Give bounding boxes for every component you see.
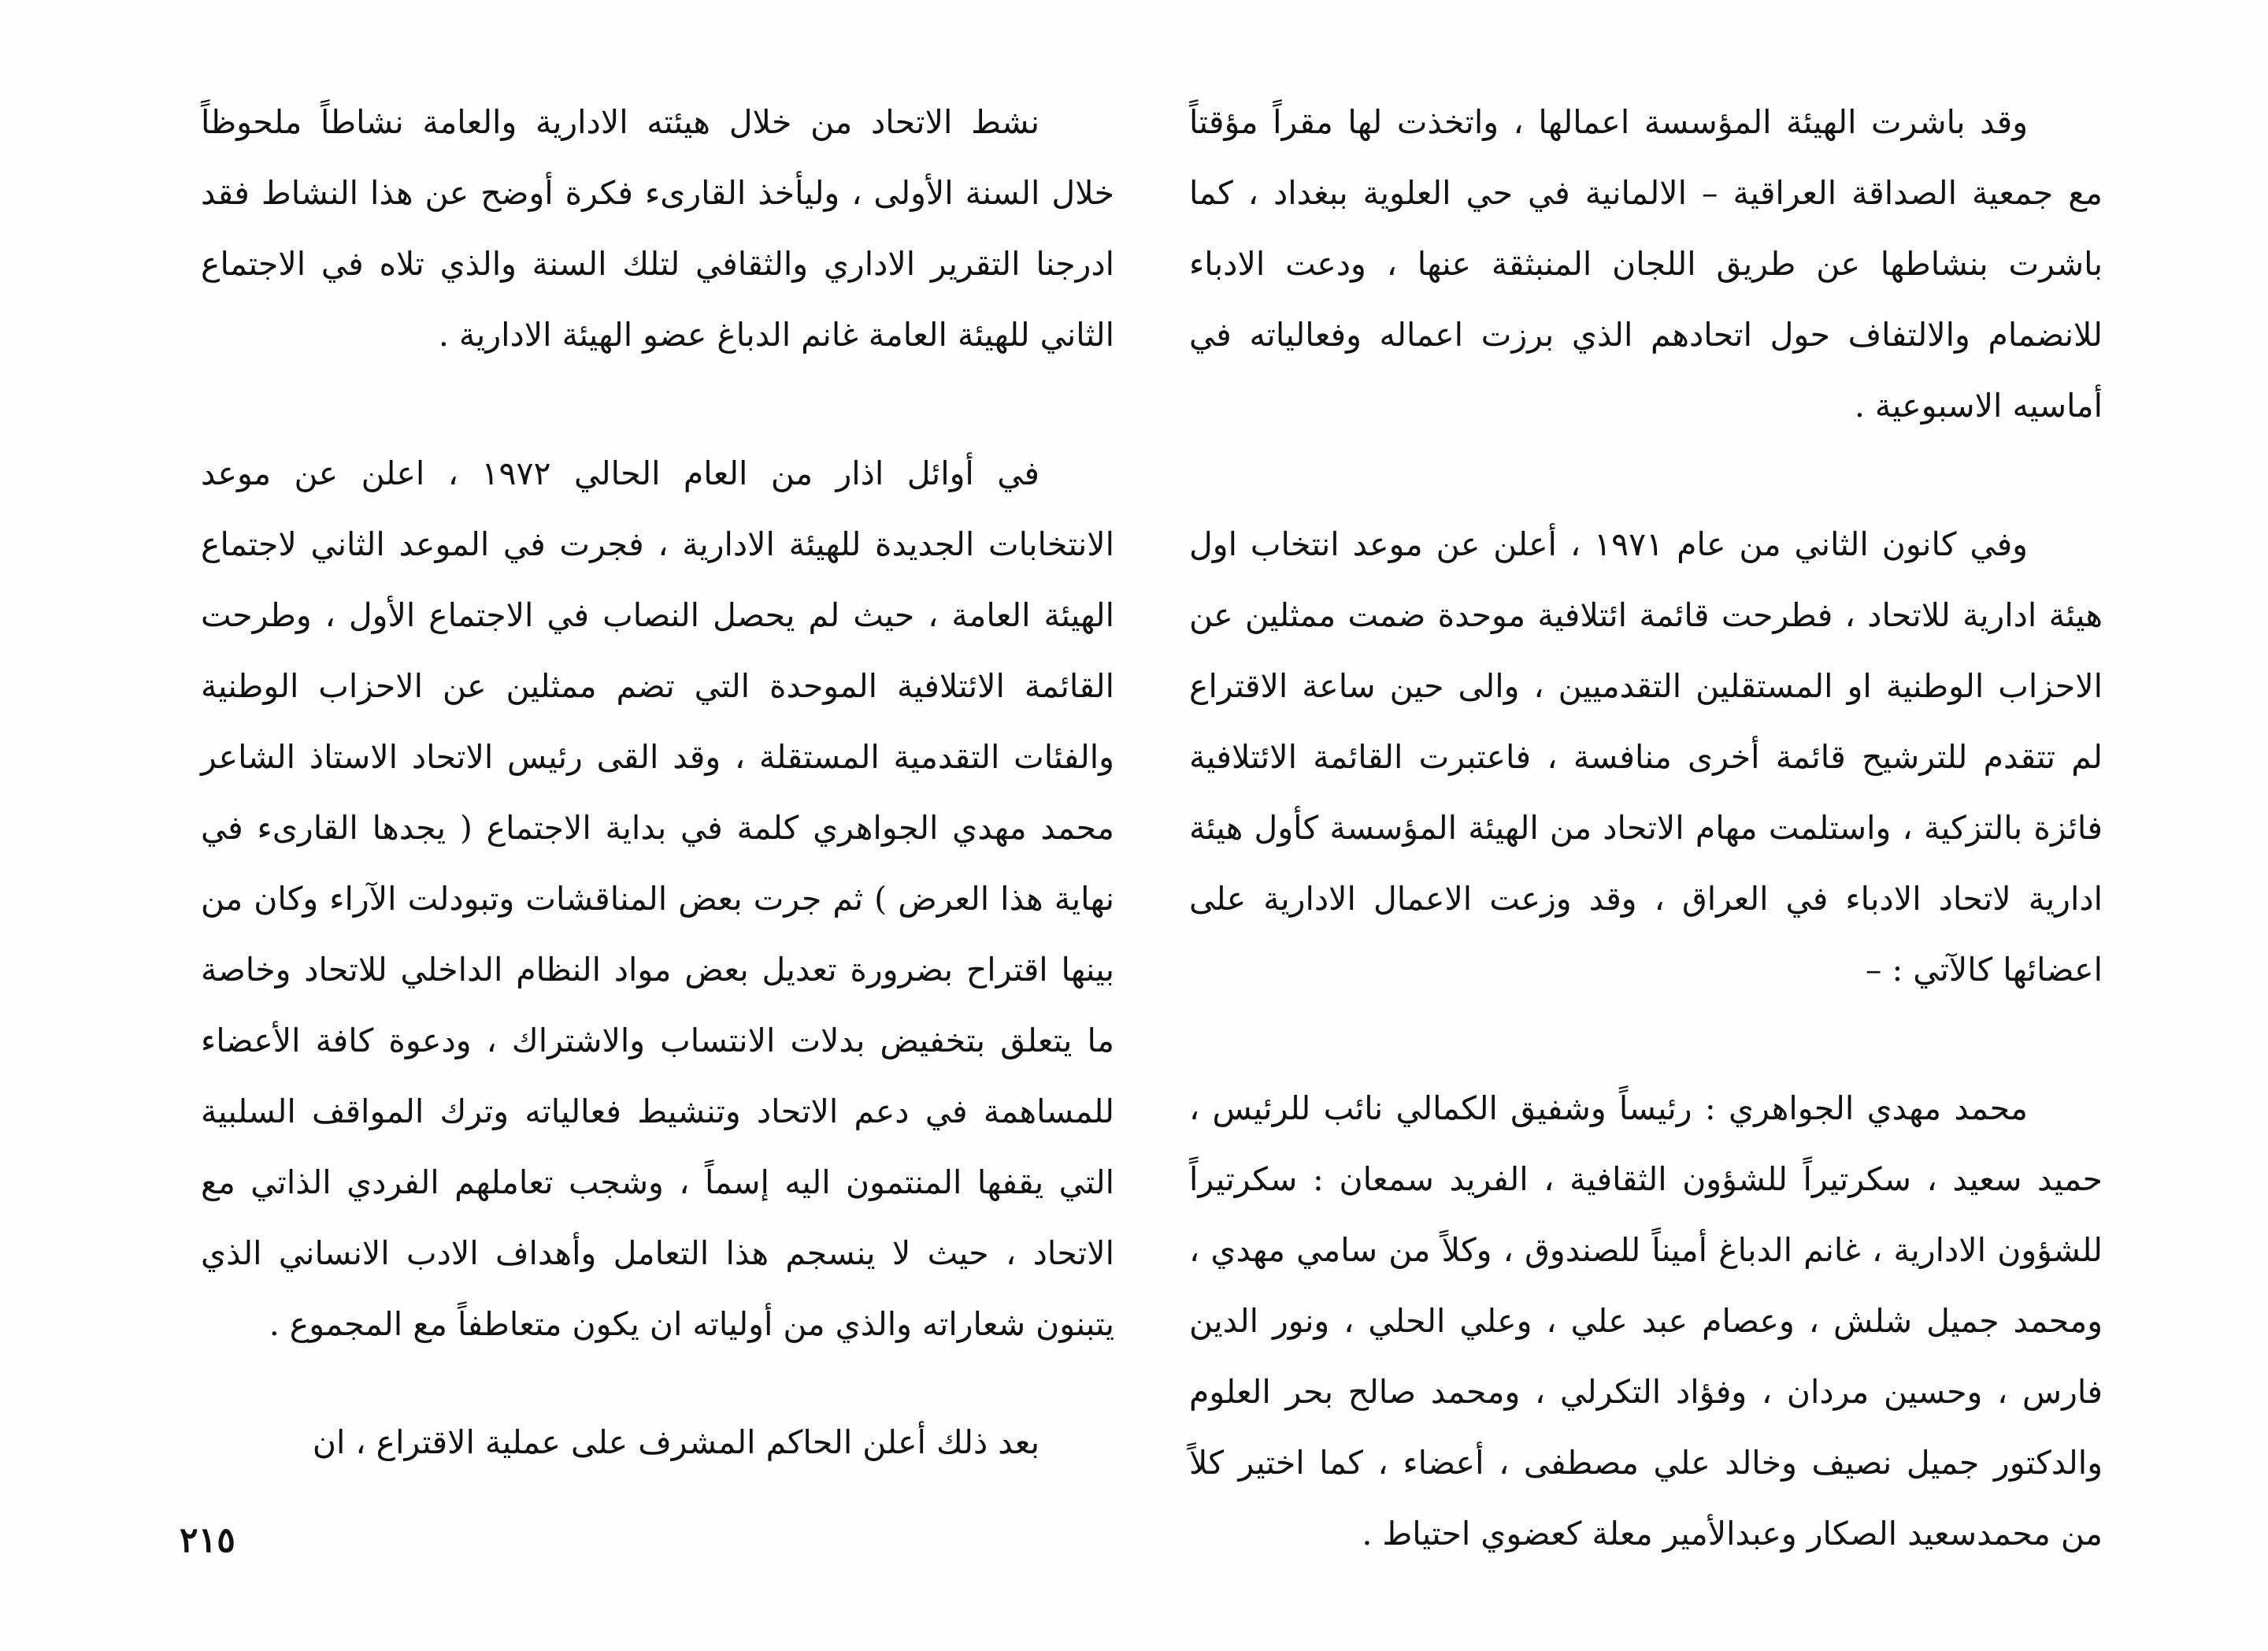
page-number: ٢١٥ [180, 1520, 235, 1560]
paragraph-1972-elections: في أوائل اذار من العام الحالي ١٩٧٢ ، اعلن عن موعد الانتخابات الجديدة للهيئة الادارية ، فجرت في الموعد الثاني لاجتماع الهيئة العامة ، حيث لم يحصل النصاب في الاجتماع الأول ، وطرحت القائمة الائتلافية الموحدة التي تضم ممثلين عن الاحزاب الوطنية والفئات التقدمية المستقلة ، وقد القى رئيس الاتحاد الاستاذ الشاعر محمد مهدي الجواهري كلمة في بداية الاجتماع ( يجدها القارىء في نهاية هذا العرض ) ثم جرت بعض المناقشات وتبودلت الآراء وكان من بينها اقتراح بضرورة تعديل بعض مواد النظام الداخلي للاتحاد وخاصة ما يتعلق بتخفيض بدلات الانتساب والاشتراك ، ودعوة كافة الأعضاء للمساهمة في دعم الاتحاد وتنشيط فعالياته وترك المواقف السلبية التي يقفها المنتمون اليه إسماً ، وشجب تعاملهم الفردي الذاتي مع الاتحاد ، حيث لا ينسجم هذا التعامل وأهداف الادب الانساني الذي يتبنون شعاراته والذي من أولياته ان يكون متعاطفاً مع المجموع . [201, 454, 1114, 1343]
right-column [1189, 87, 2103, 1569]
paragraph-ballot-announcement: بعد ذلك أعلن الحاكم المشرف على عملية الاقتراع ، ان [312, 1423, 1040, 1461]
paragraph-union-activity: نشط الاتحاد من خلال هيئته الادارية والعامة نشاطاً ملحوظاً خلال السنة الأولى ، وليأخذ القارىء فكرة أوضح عن هذا النشاط فقد ادرجنا التقرير الاداري والثقافي لتلك السنة والذي تلاه في الاجتماع الثاني للهيئة العامة غانم الدباغ عضو الهيئة الادارية . [201, 103, 1114, 354]
paragraph-founding-committee: وقد باشرت الهيئة المؤسسة اعمالها ، واتخذت لها مقراً مؤقتاً مع جمعية الصداقة العراقية – الالمانية في حي العلوية ببغداد ، كما باشرت بنشاطها عن طريق اللجان المنبثقة عنها ، ودعت الادباء للانضمام والالتفاف حول اتحادهم الذي برزت اعماله وفعالياته في أماسيه الاسبوعية . [1189, 103, 2103, 425]
paragraph-board-members: محمد مهدي الجواهري : رئيساً وشفيق الكمالي نائب للرئيس ، حميد سعيد ، سكرتيراً للشؤون الثقافية ، الفريد سمعان : سكرتيراً للشؤون الادارية ، غانم الدباغ أميناً للصندوق ، وكلاً من سامي مهدي ، ومحمد جميل شلش ، وعصام عبد علي ، وعلي الحلي ، ونور الدين فارس ، وحسين مردان ، وفؤاد التكرلي ، ومحمد صالح بحر العلوم والدكتور جميل نصيف وخالد علي مصطفى ، أعضاء ، كما اختير كلاً من محمدسعيد الصكار وعبدالأمير معلة كعضوي احتياط . [1189, 1089, 2103, 1553]
left-column [201, 87, 1114, 1478]
paragraph-first-election: وفي كانون الثاني من عام ١٩٧١ ، أعلن عن موعد انتخاب اول هيئة ادارية للاتحاد ، فطرحت قائمة ائتلافية موحدة ضمت ممثلين عن الاحزاب الوطنية او المستقلين التقدميين ، والى حين ساعة الاقتراع لم تتقدم للترشيح قائمة أخرى منافسة ، فاعتبرت القائمة الائتلافية فائزة بالتزكية ، واستلمت مهام الاتحاد من الهيئة المؤسسة كأول هيئة ادارية لاتحاد الادباء في العراق ، وقد وزعت الاعمال الادارية على اعضائها كالآتي : – [1189, 525, 2103, 989]
